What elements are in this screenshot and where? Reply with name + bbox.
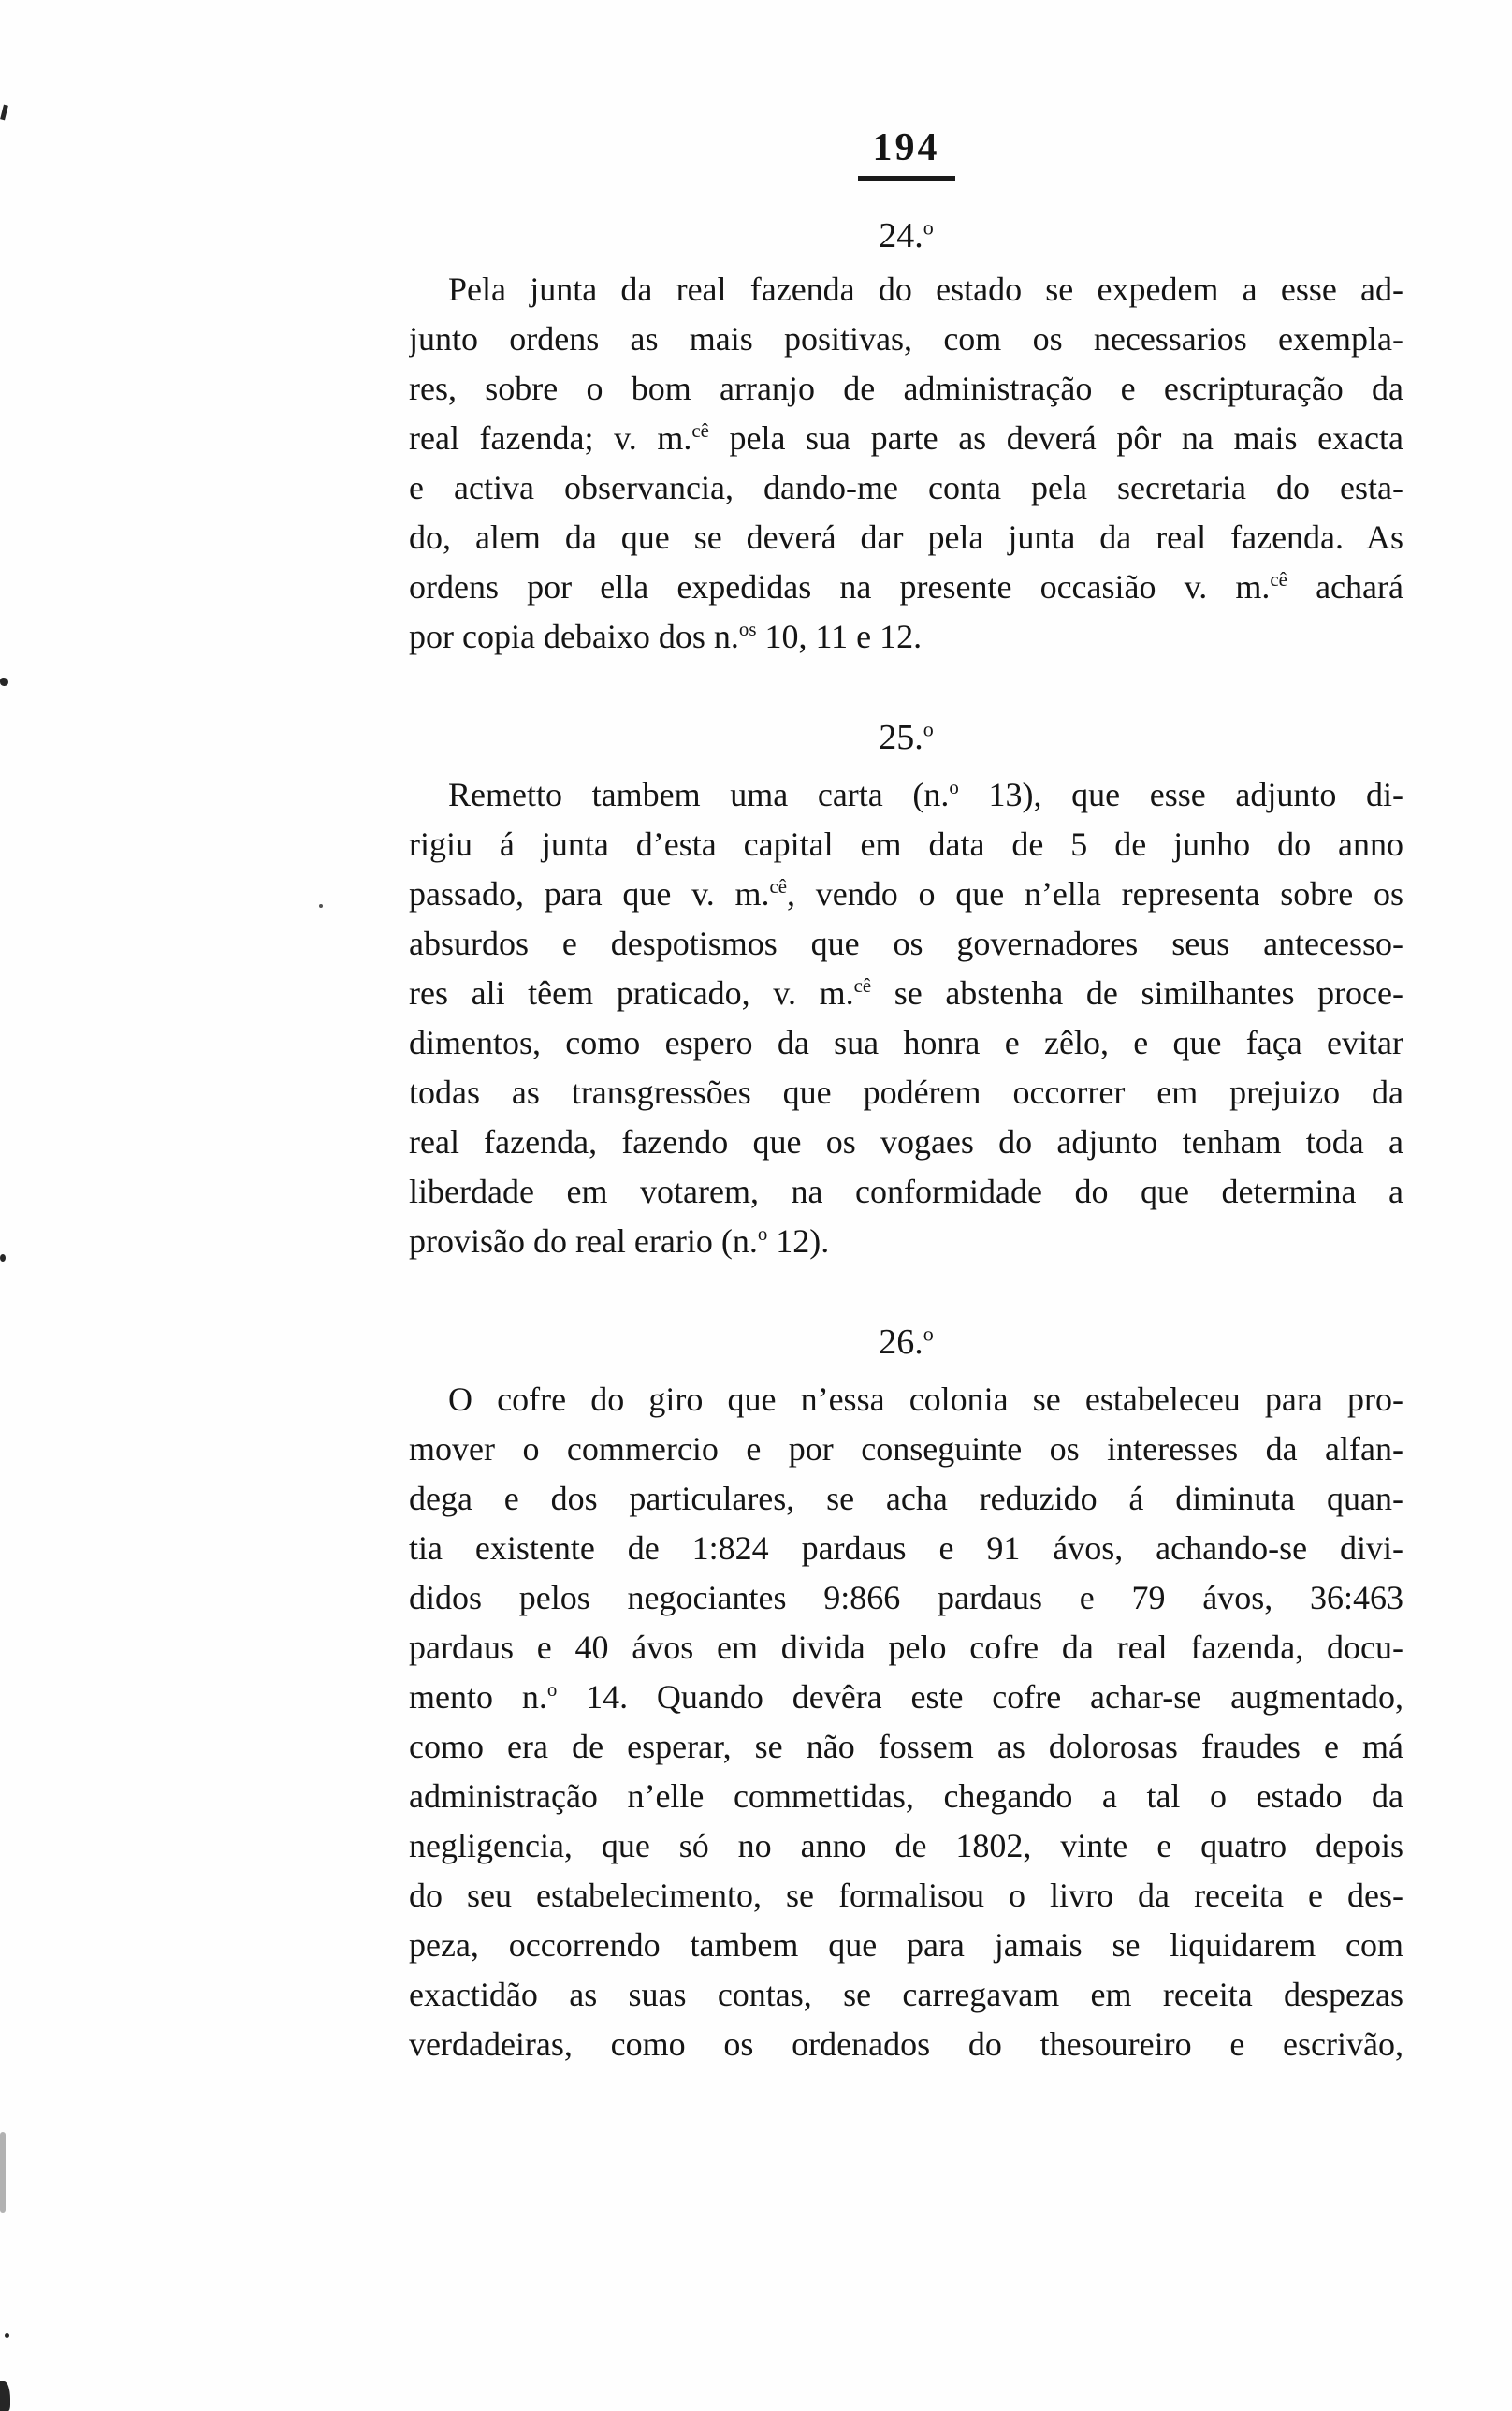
text-line: absurdos e despotismos que os governadores seus antecesso- (409, 925, 1403, 962)
text-line: exactidão as suas contas, se carregavam em receita despezas (409, 1976, 1403, 2013)
paragraph (409, 1375, 1403, 2069)
text-line: do seu estabelecimento, se formalisou o livro da receita e des- (409, 1877, 1403, 1914)
text-line: ordens por ella expedidas na presente occasião v. m.$^{cê}$ achará (409, 568, 1403, 606)
text-line: peza, occorrendo tambem que para jamais se liquidarem com (409, 1926, 1403, 1964)
section-heading: 25.$^o$ (879, 717, 934, 757)
text-line: por copia debaixo dos n.$^{os}$ 10, 11 e 12. (409, 618, 923, 655)
text-line: dega e dos particulares, se acha reduzido á diminuta quan- (409, 1480, 1403, 1517)
text-line: como era de esperar, se não fossem as dolorosas fraudes e má (409, 1728, 1403, 1765)
paragraph (409, 265, 1403, 662)
text-line: didos pelos negociantes 9:866 pardaus e 79 ávos, 36:463 (409, 1579, 1403, 1616)
scan-artifact (5, 2333, 9, 2338)
section-heading: 26.$^o$ (879, 1322, 934, 1362)
text-column (409, 0, 1403, 2069)
text-line: liberdade em votarem, na conformidade do que determina a (409, 1173, 1403, 1210)
text-line: e activa observancia, dando-me conta pela secretaria do esta- (409, 469, 1403, 506)
text-line: administração n’elle commettidas, chegando a tal o estado da (409, 1777, 1403, 1815)
scan-artifact (0, 2381, 10, 2411)
text-line: res ali têem praticado, v. m.$^{cê}$ se abstenha de similhantes proce- (409, 974, 1403, 1012)
text-line: mento n.$^o$ 14. Quando devêra este cofre achar-se augmentado, (409, 1678, 1403, 1716)
text-line: do, alem da que se deverá dar pela junta da real fazenda. As (409, 519, 1403, 556)
text-line: negligencia, que só no anno de 1802, vinte e quatro depois (409, 1827, 1403, 1864)
page-body (409, 212, 1403, 2069)
text-line: todas as transgressões que podérem occorrer em prejuizo da (409, 1074, 1403, 1111)
text-line: dimentos, como espero da sua honra e zêlo, e que faça evitar (409, 1024, 1403, 1061)
section-heading: 24.$^o$ (879, 215, 934, 256)
text-line: O cofre do giro que n’essa colonia se estabeleceu para pro- (448, 1381, 1403, 1418)
text-line: res, sobre o bom arranjo de administração e escripturação da (409, 370, 1403, 407)
text-line: Remetto tambem uma carta (n.$^o$ 13), que esse adjunto di- (448, 776, 1403, 813)
text-line: verdadeiras, como os ordenados do thesoureiro e escrivão, (409, 2025, 1403, 2063)
scan-artifact (0, 2132, 6, 2213)
text-line: mover o commercio e por conseguinte os interesses da alfan- (409, 1430, 1403, 1468)
text-line: real fazenda, fazendo que os vogaes do adjunto tenham toda a (409, 1123, 1403, 1161)
scan-artifact (0, 105, 8, 121)
scan-artifact (0, 678, 8, 686)
text-line: Pela junta da real fazenda do estado se expedem a esse ad- (448, 270, 1403, 308)
scan-artifact (319, 904, 323, 908)
page-number: 194 (872, 126, 940, 169)
text-line: tia existente de 1:824 pardaus e 91 ávos, achando-se divi- (409, 1529, 1403, 1567)
page-number-rule (858, 176, 955, 181)
text-line: junto ordens as mais positivas, com os necessarios exempla- (409, 320, 1403, 358)
text-line: real fazenda; v. m.$^{cê}$ pela sua parte as deverá pôr na mais exacta (409, 419, 1403, 457)
scan-artifact (0, 1254, 6, 1262)
text-line: passado, para que v. m.$^{cê}$, vendo o que n’ella representa sobre os (409, 875, 1403, 913)
text-line: rigiu á junta d’esta capital em data de 5 de junho do anno (409, 826, 1403, 863)
paragraph (409, 770, 1403, 1266)
text-line: pardaus e 40 ávos em divida pelo cofre da real fazenda, docu- (409, 1629, 1403, 1666)
text-line: provisão do real erario (n.$^o$ 12). (409, 1222, 830, 1260)
